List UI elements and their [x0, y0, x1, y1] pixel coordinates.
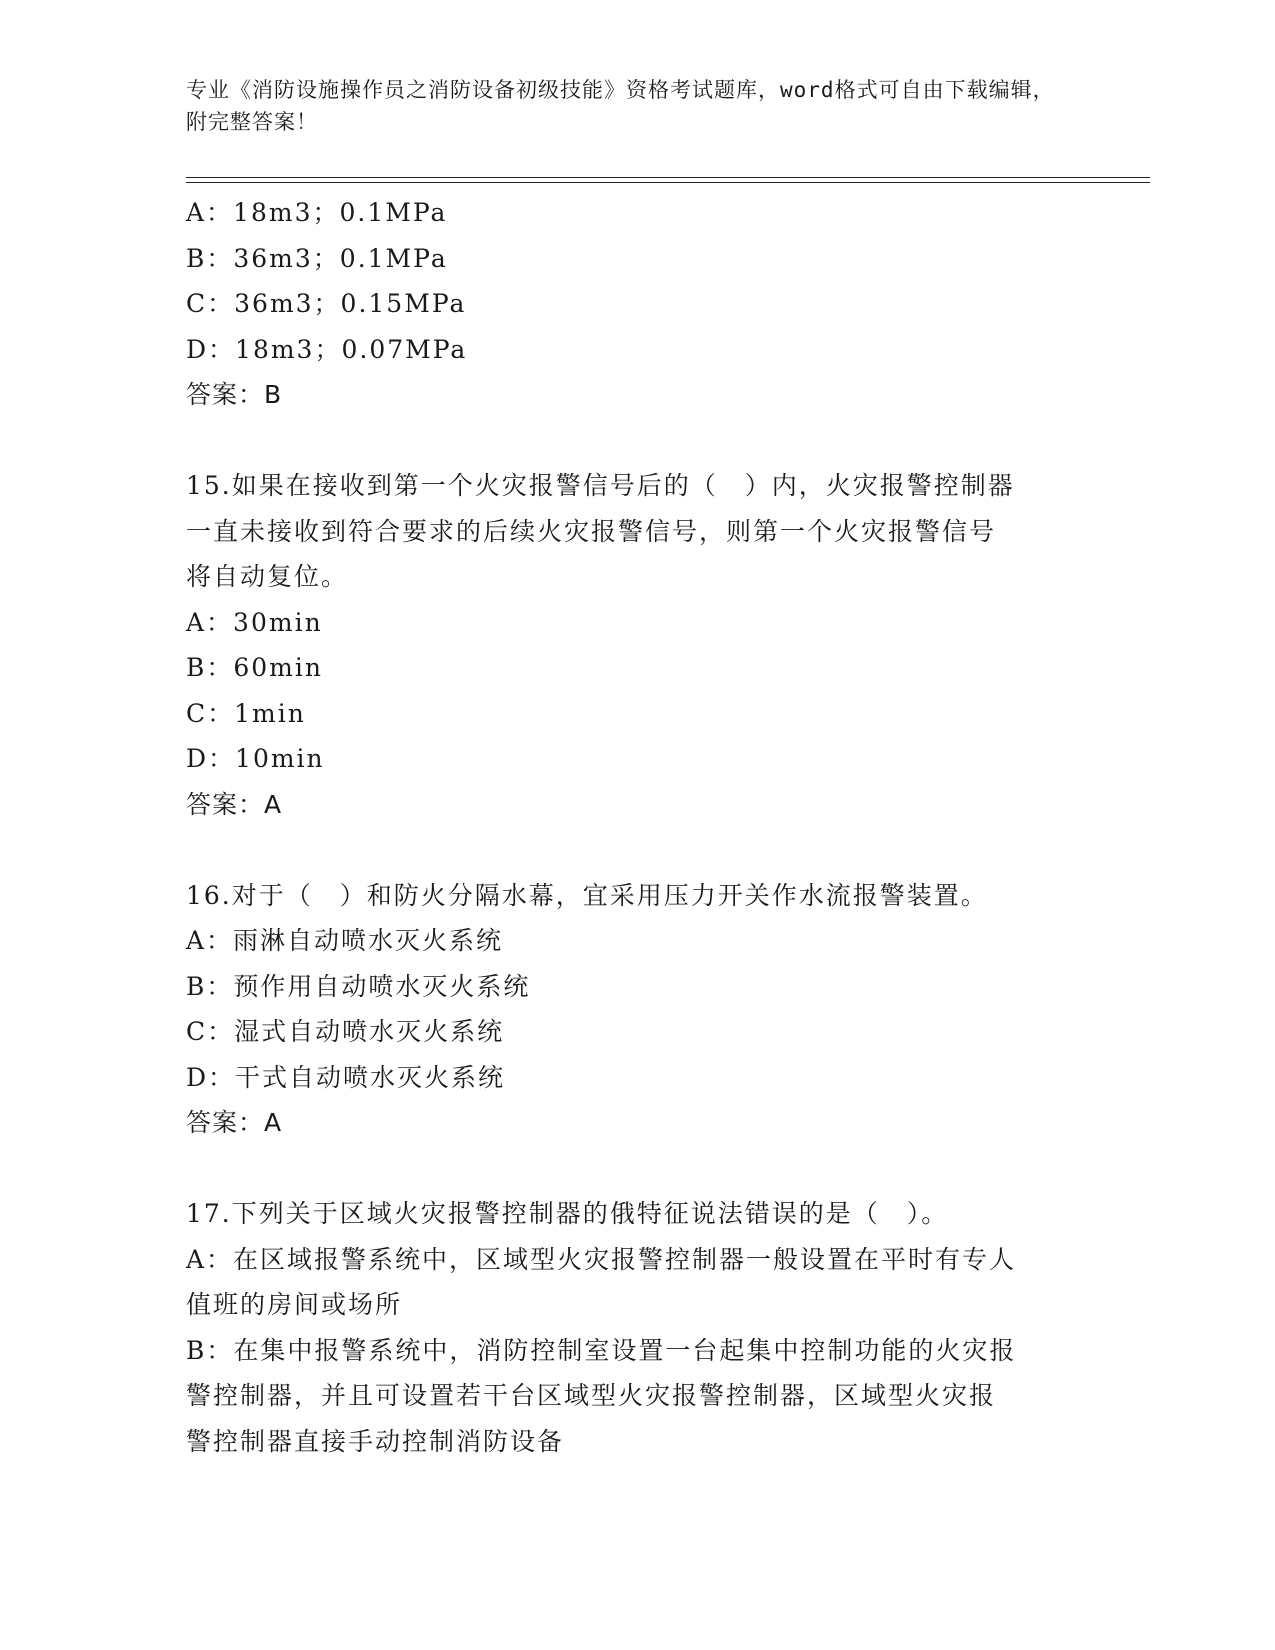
- option-b: B：60min: [186, 653, 323, 682]
- question-text-line-2: 一直未接收到符合要求的后续火灾报警信号，则第一个火灾报警信号: [186, 516, 997, 546]
- option-b: B：36m3；0.1MPa: [186, 243, 448, 273]
- option-b-line-3: 警控制器直接手动控制消防设备: [186, 1426, 565, 1456]
- question-14: [186, 190, 1086, 418]
- option-a: A：雨淋自动喷水灭火系统: [186, 926, 504, 955]
- option-b-line-1: B：在集中报警系统中，消防控制室设置一台起集中控制功能的火灾报: [186, 1335, 1017, 1365]
- spacer: [186, 1146, 1086, 1192]
- question-text-line-3: 将自动复位。: [186, 562, 349, 591]
- question-text-line-1: 15.如果在接收到第一个火灾报警信号后的（ ）内，火灾报警控制器: [186, 471, 1015, 500]
- answer-line: 答案：A: [186, 1108, 283, 1137]
- spacer: [186, 827, 1086, 873]
- document-header: 专业《消防设施操作员之消防设备初级技能》资格考试题库，word格式可自由下载编辑，附完整答案！: [186, 78, 1055, 134]
- question-text-line-1: 16.对于（ ）和防火分隔水幕，宜采用压力开关作水流报警装置。: [186, 880, 988, 910]
- option-c: C：36m3；0.15MPa: [186, 289, 467, 318]
- answer-line: 答案：A: [186, 789, 283, 819]
- option-c: C：1min: [186, 698, 306, 728]
- question-17: [186, 1191, 1086, 1464]
- question-text-line-1: 17.下列关于区域火灾报警控制器的俄特征说法错误的是（ ）。: [186, 1199, 949, 1228]
- question-16: [186, 873, 1086, 1146]
- option-d: D：10min: [186, 744, 325, 773]
- answer-line: 答案：B: [186, 380, 283, 409]
- option-b: B：预作用自动喷水灭火系统: [186, 971, 531, 1001]
- question-content: [186, 190, 1086, 1464]
- option-d: D：18m3；0.07MPa: [186, 334, 468, 364]
- header-rule-top: [186, 177, 1150, 178]
- spacer: [186, 418, 1086, 464]
- option-b-line-2: 警控制器，并且可设置若干台区域型火灾报警控制器，区域型火灾报: [186, 1381, 997, 1410]
- option-c: C：湿式自动喷水灭火系统: [186, 1017, 505, 1046]
- option-a-line-1: A：在区域报警系统中，区域型火灾报警控制器一般设置在平时有专人: [186, 1244, 1017, 1274]
- question-15: [186, 463, 1086, 827]
- option-a: A：18m3；0.1MPa: [186, 198, 448, 227]
- option-a: A：30min: [186, 607, 323, 637]
- option-a-line-2: 值班的房间或场所: [186, 1290, 403, 1319]
- header-rule-bottom: [186, 182, 1150, 183]
- option-d: D：干式自动喷水灭火系统: [186, 1062, 506, 1092]
